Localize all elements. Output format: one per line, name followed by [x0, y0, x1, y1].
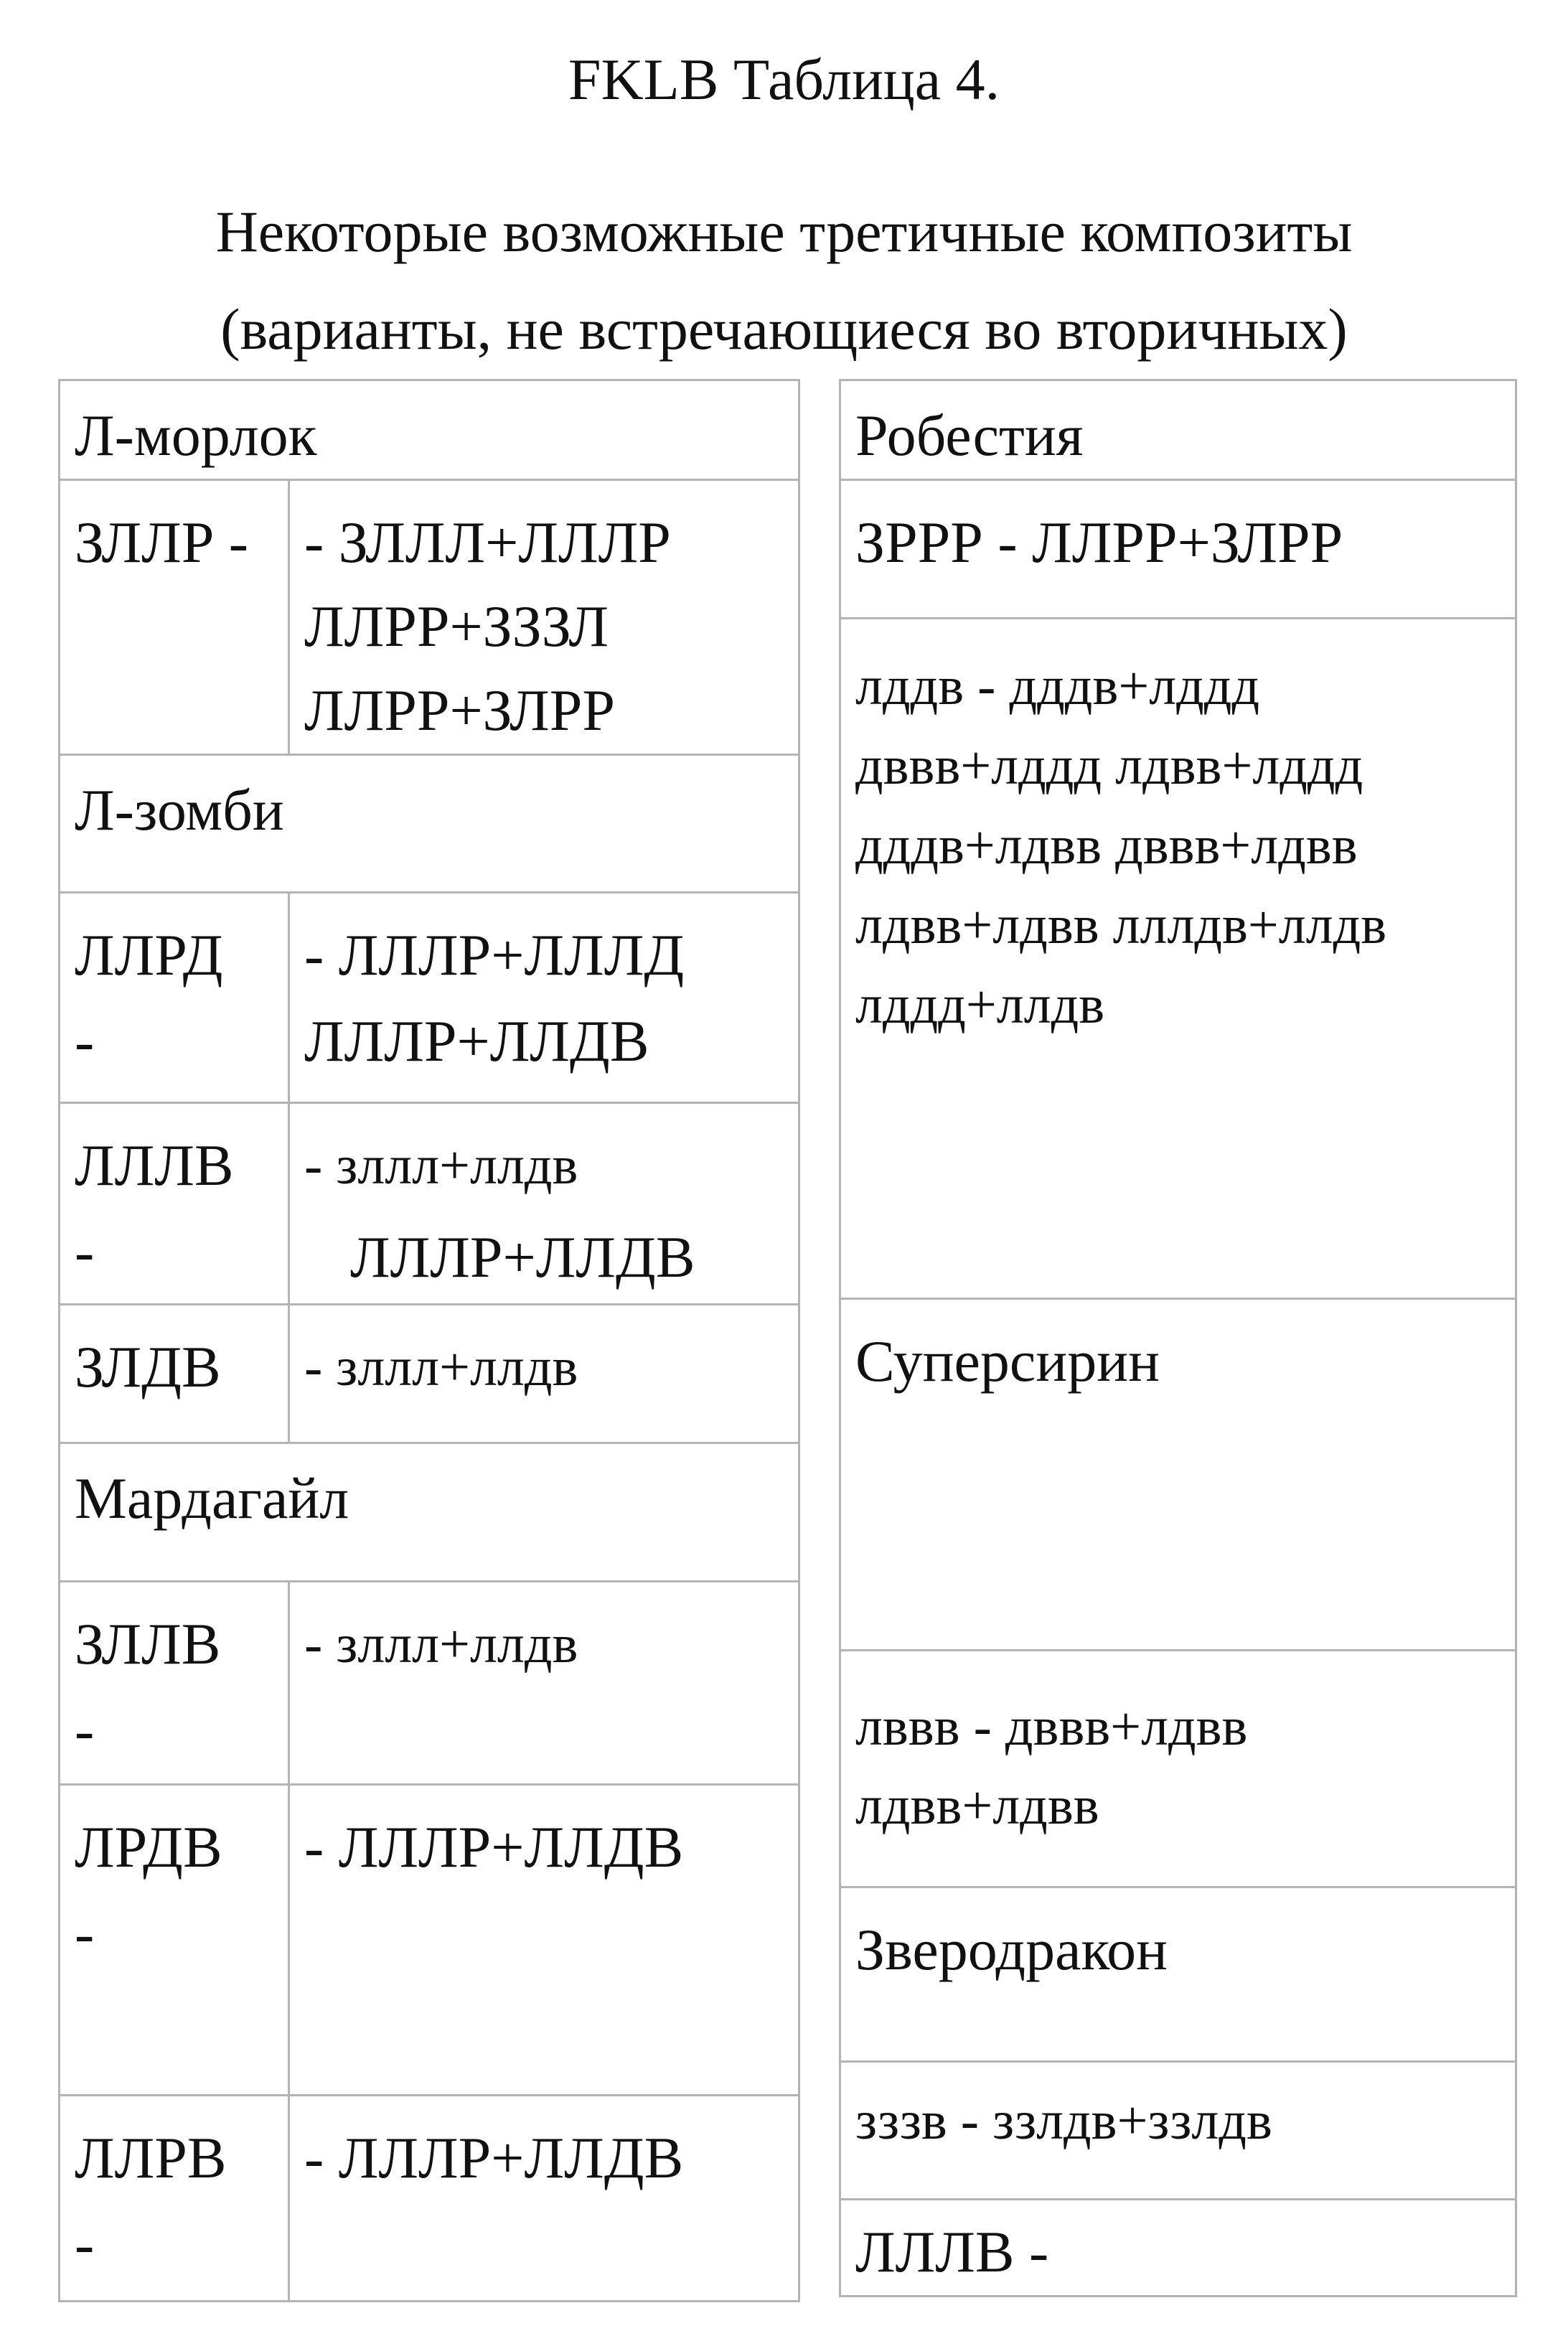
- section-header-supersirin: Суперсирин: [840, 1299, 1516, 1651]
- formula-cell: зззв - ззлдв+ззлдв: [840, 2062, 1516, 2200]
- section-header-l-morlok: Л-морлок: [60, 380, 799, 480]
- formula-line: ЛЛЛР+ЛЛДВ: [304, 1008, 649, 1074]
- formula-line: лдвв+лдвв: [855, 1776, 1099, 1836]
- formula-cell: [289, 893, 799, 1103]
- code-cell: ЛРДВ -: [60, 1785, 289, 2096]
- code-cell: ЛЛРД -: [60, 893, 289, 1103]
- formula-cell: ЛЛЛВ -: [840, 2200, 1516, 2297]
- section-header-zverodrakon: Зверодракон: [840, 1887, 1516, 2062]
- formula-line: - ЛЛЛР+ЛЛЛД: [304, 922, 685, 988]
- formula-line: лддв - дддв+лддд: [855, 656, 1260, 716]
- table-subtitle: [0, 183, 1568, 378]
- formula-line: - зллл+ллдв: [304, 1337, 578, 1397]
- formula-line: ЛЛРР+ЗЗЗЛ: [304, 594, 609, 659]
- right-composites-table: [839, 379, 1517, 2297]
- formula-line: лввв - дввв+лдвв: [855, 1697, 1248, 1757]
- formula-line: - ЗЛЛЛ+ЛЛЛР: [304, 510, 671, 575]
- code-cell: ЛЛЛВ -: [60, 1103, 289, 1305]
- formula-line: - зллл+ллдв: [304, 1614, 578, 1674]
- formula-line: лдвв+лдвв лллдв+ллдв: [855, 895, 1387, 955]
- table-title: FKLB Таблица 4.: [568, 47, 1000, 112]
- formula-line: ЛЛЛР+ЛЛДВ: [350, 1224, 695, 1290]
- formula-cell: [840, 1651, 1516, 1887]
- code-cell: ЗЛЛР -: [60, 480, 289, 755]
- formula-line: дддв+лдвв дввв+лдвв: [855, 815, 1358, 876]
- formula-line: ЛЛРР+ЗЛРР: [304, 677, 615, 743]
- formula-cell: [840, 619, 1516, 1299]
- formula-line: - ЛЛЛР+ЛЛДВ: [304, 1814, 684, 1880]
- formula-cell: [289, 2096, 799, 2302]
- formula-line: - зллл+ллдв: [304, 1135, 578, 1196]
- code-cell: ЗЛЛВ -: [60, 1582, 289, 1785]
- section-header-mardagail: Мардагайл: [60, 1443, 799, 1582]
- formula-cell: [289, 1305, 799, 1443]
- formula-cell: [289, 1785, 799, 2096]
- formula-cell: [289, 1582, 799, 1785]
- formula-cell: ЗРРР - ЛЛРР+ЗЛРР: [840, 480, 1516, 619]
- formula-line: лддд+ллдв: [855, 975, 1105, 1035]
- subtitle-line-1: Некоторые возможные третичные композиты: [215, 199, 1353, 264]
- subtitle-line-2: (варианты, не встречающиеся во вторичных): [220, 296, 1348, 362]
- section-header-robestia: Робестия: [840, 380, 1516, 480]
- code-cell: ЗЛДВ: [60, 1305, 289, 1443]
- left-composites-table: [58, 379, 800, 2302]
- formula-cell: [289, 1103, 799, 1305]
- formula-line: - ЛЛЛР+ЛЛДВ: [304, 2125, 684, 2190]
- formula-line: дввв+лддд лдвв+лддд: [855, 736, 1363, 796]
- code-cell: ЛЛРВ -: [60, 2096, 289, 2302]
- section-header-l-zombi: Л-зомби: [60, 755, 799, 893]
- formula-cell: [289, 480, 799, 755]
